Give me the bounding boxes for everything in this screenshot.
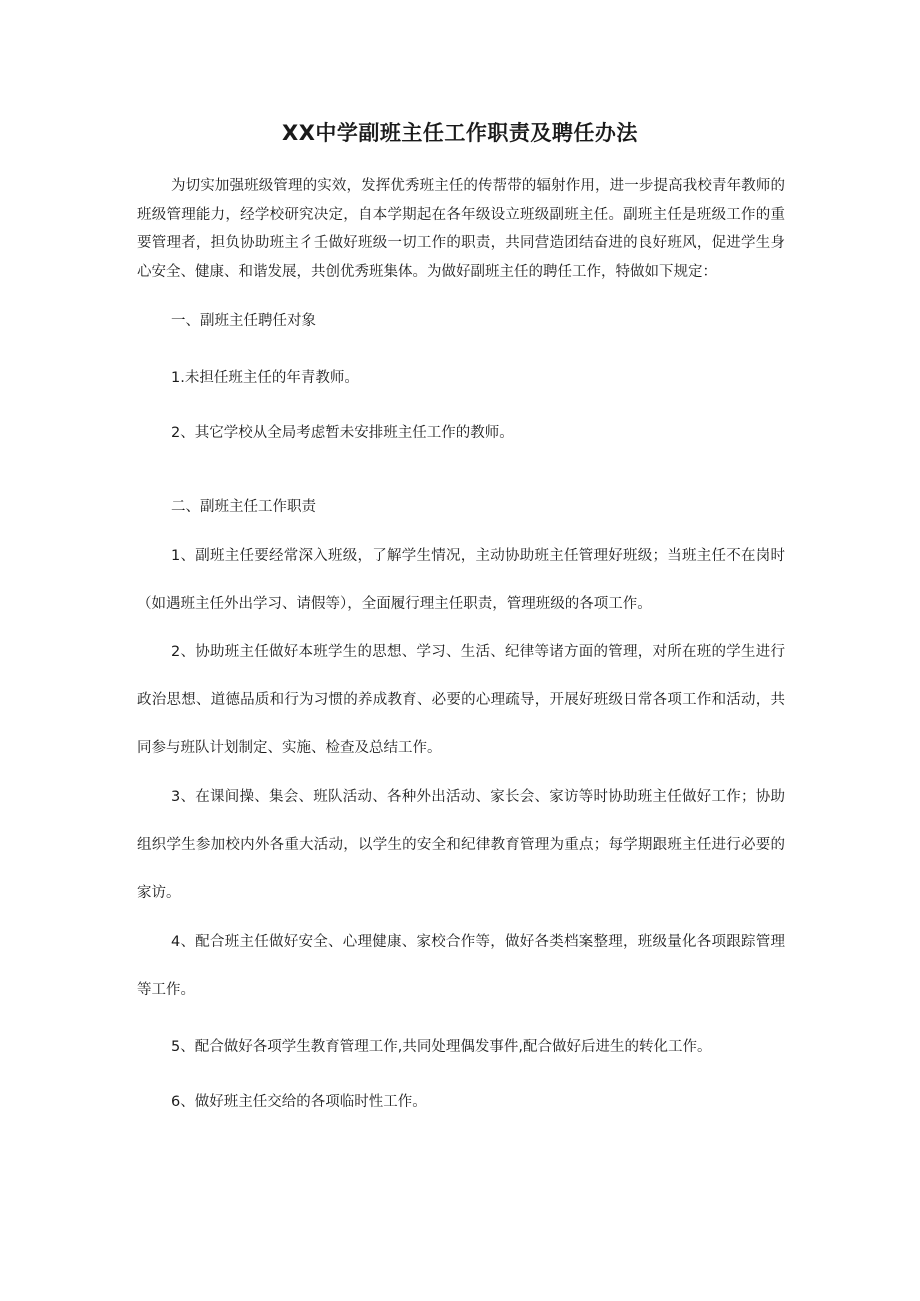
document-title: XX中学副班主任工作职责及聘任办法 [282, 121, 638, 145]
section2-item-4: 4、配合班主任做好安全、心理健康、家校合作等，做好各类档案整理，班级量化各项跟踪管理等工作。 [137, 934, 785, 998]
section2-item-2: 2、协助班主任做好本班学生的思想、学习、生活、纪律等诸方面的管理，对所在班的学生进行政治思想、道德品质和行为习惯的养成教育、必要的心理疏导，开展好班级日常各项工作和活动，共同参与班队计划制定、实施、检查及总结工作。 [137, 644, 785, 756]
section1-item-1: 1.未担任班主任的年青教师。 [171, 370, 359, 386]
section2-item-1: 1、副班主任要经常深入班级，了解学生情况，主动协助班主任管理好班级；当班主任不在岗时（如遇班主任外出学习、请假等），全面履行理主任职责，管理班级的各项工作。 [137, 548, 785, 612]
section2-item-5: 5、配合做好各项学生教育管理工作,共同处理偶发事件,配合做好后进生的转化工作。 [171, 1039, 712, 1055]
section1-item-2: 2、其它学校从全局考虑暂未安排班主任工作的教师。 [171, 425, 514, 441]
section1-heading: 一、副班主任聘任对象 [171, 313, 316, 329]
section2-item-6: 6、做好班主任交给的各项临时性工作。 [171, 1094, 427, 1110]
intro-paragraph: 为切实加强班级管理的实效，发挥优秀班主任的传帮带的辐射作用，进一步提高我校青年教师的班级管理能力，经学校研究决定，自本学期起在各年级设立班级副班主任。副班主任是班级工作的重要管理者，担负协助班主彳壬做好班级一切工作的职责，共同营造团结奋进的良好班风，促进学生身心安全、健康、和谐发展，共创优秀班集体。为做好副班主任的聘任工作，特做如下规定： [137, 178, 785, 280]
section2-item-3: 3、在课间操、集会、班队活动、各种外出活动、家长会、家访等时协助班主任做好工作；协助组织学生参加校内外各重大活动，以学生的安全和纪律教育管理为重点；每学期跟班主任进行必要的家访。 [137, 789, 785, 901]
section2-heading: 二、副班主任工作职责 [171, 499, 316, 515]
